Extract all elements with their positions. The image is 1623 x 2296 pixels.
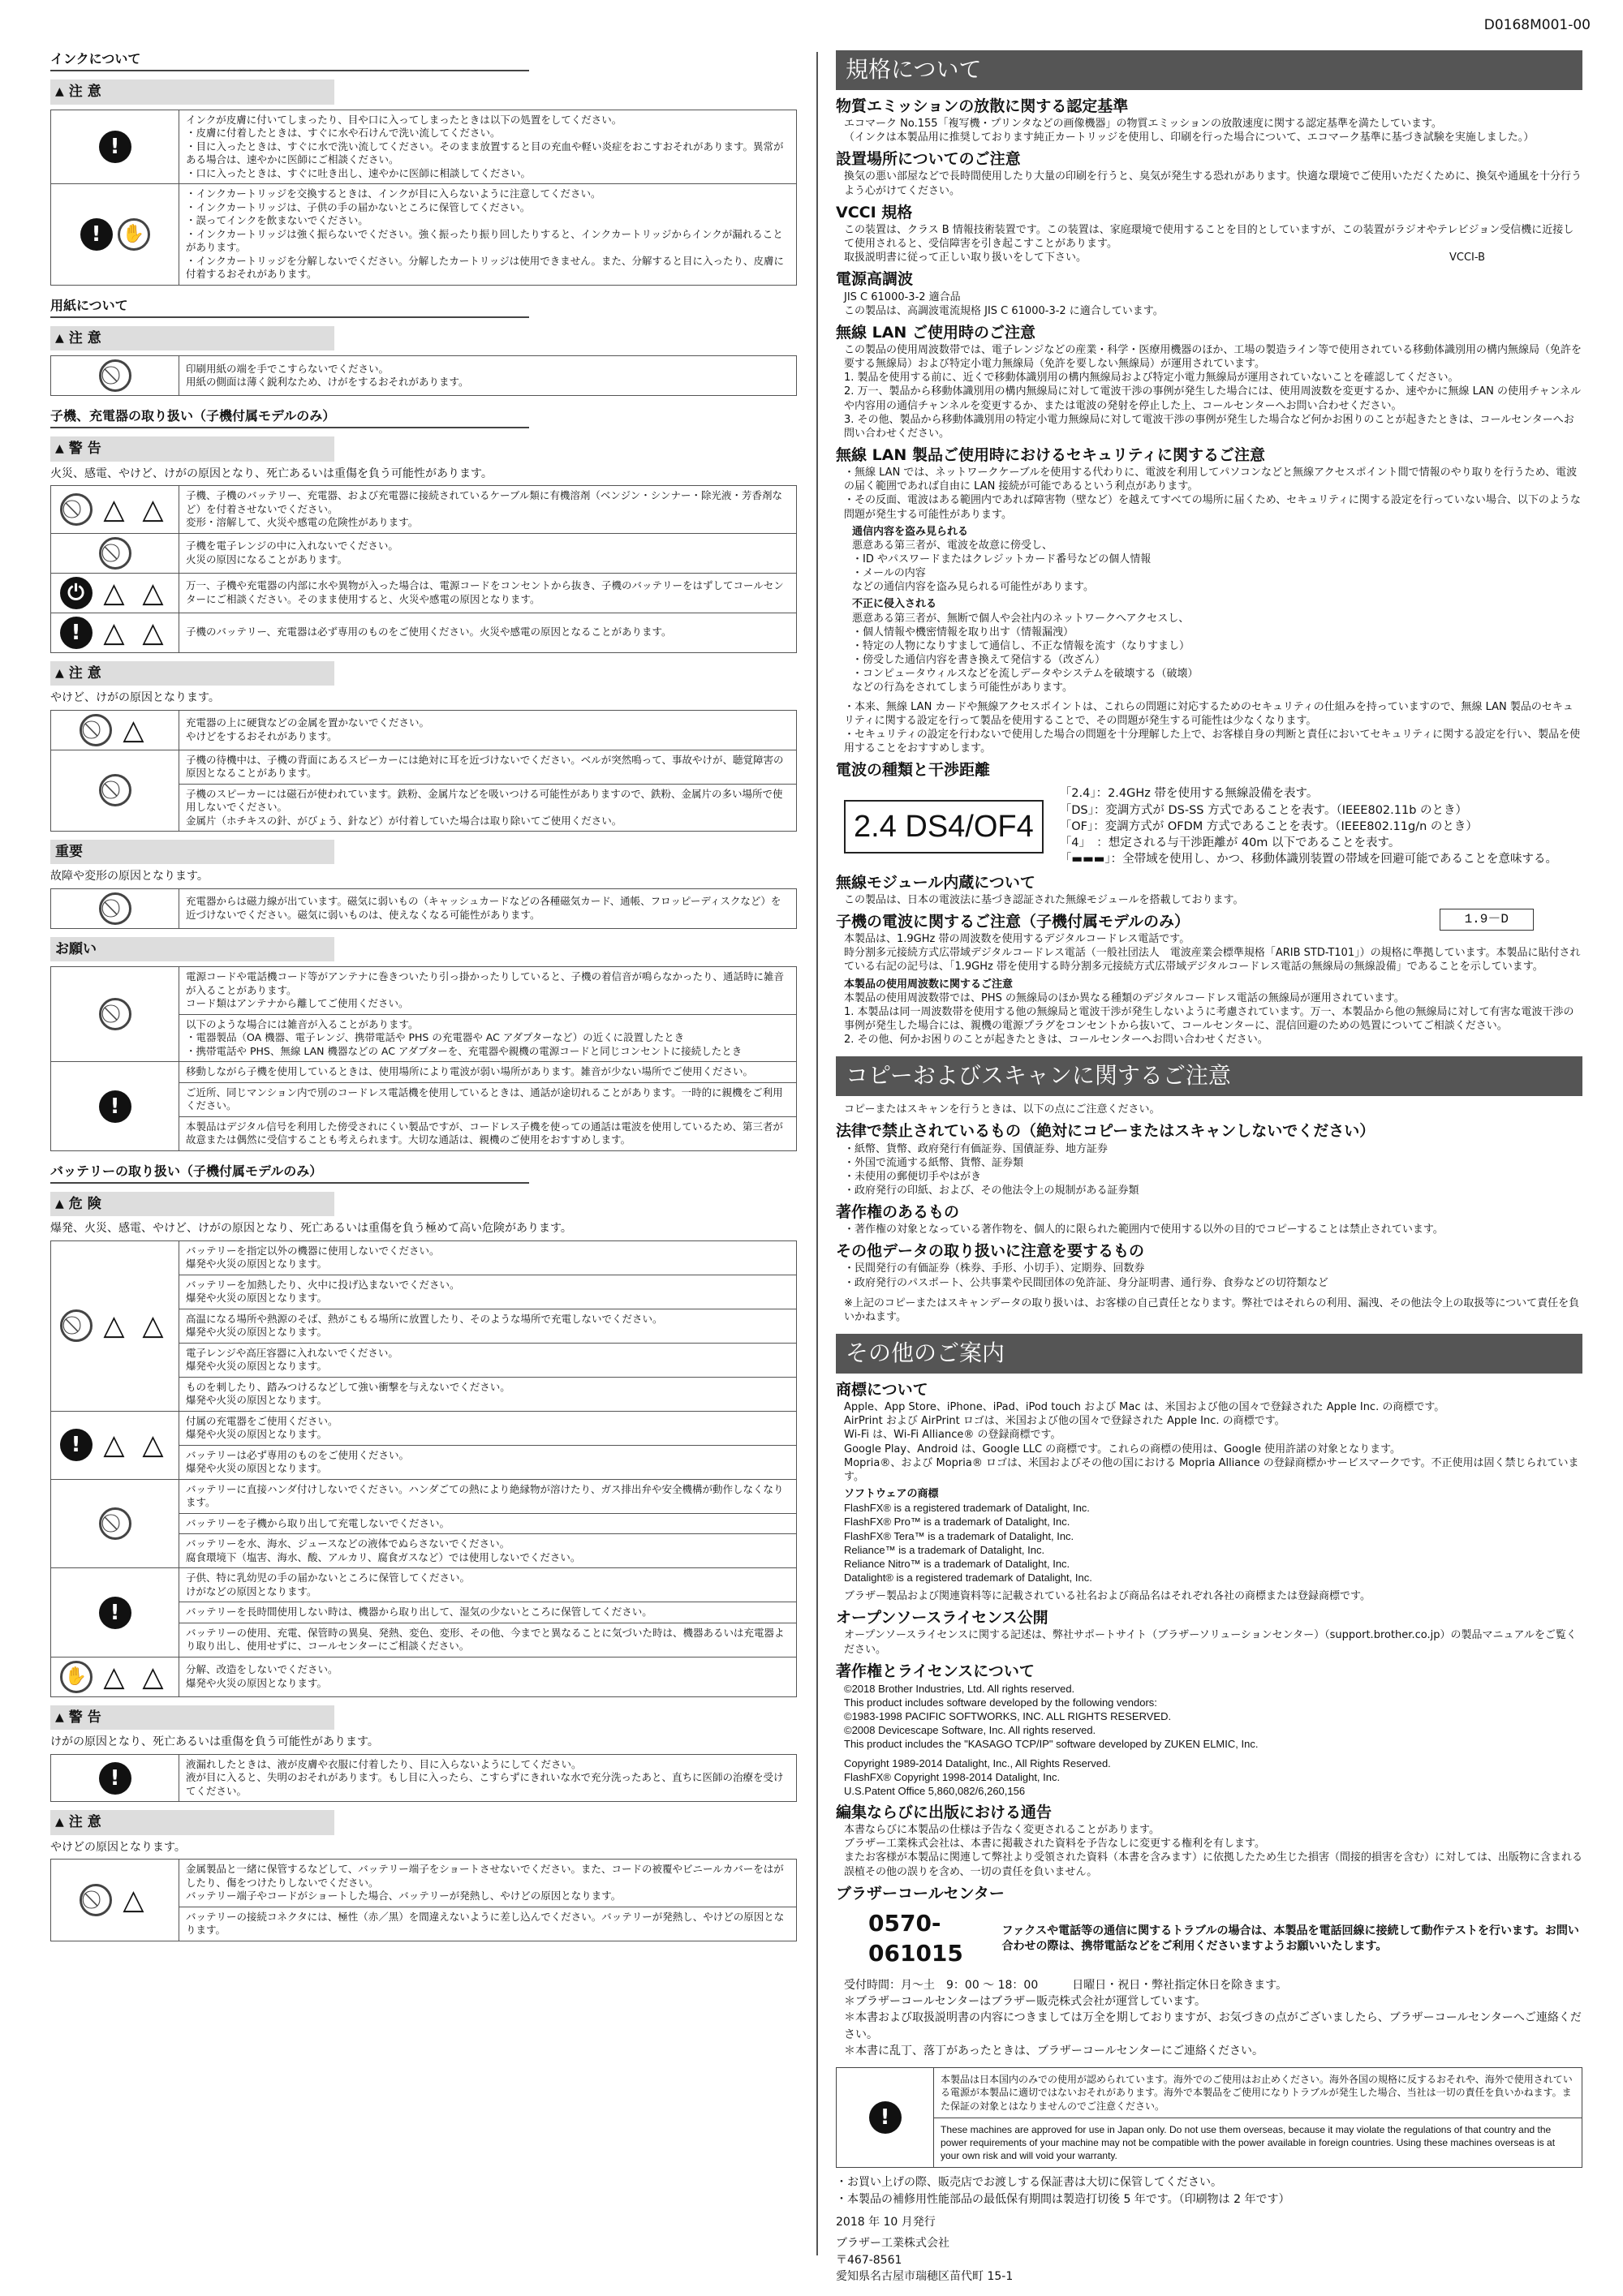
emission-text: エコマーク No.155「複写機・プリンタなどの画像機器」の物質エミッションの放散速度に関する認定基準を満たしています。 （インクは本製品用に推奨しております純正カートリッジを使用し、印刷を行った場合について、エコマーク基準に基づき試験を実施しました。） — [844, 118, 1535, 144]
column-divider — [816, 52, 818, 2255]
battery-danger-row-3: 高温になる場所や熱源のそば、熱がこもる場所に放置したり、そのような場所で充電しないでください。 爆発や火災の原因となります。 — [179, 1309, 797, 1343]
trademark-text: Apple、App Store、iPhone、iPad、iPod touch および Mac は、米国および他の国々で登録された Apple Inc. の商標です。 AirPrint および AirPrint ロゴは、米国および他の国々で登録された Apple Inc. の商標です。 Wi-Fi は、Wi-Fi Alliance® の登録商標です。 Google Play、Android は、Google LLC の商標です。これらの商標の使用は、Google 使用許諾の対象となります。 Mopria®、および Mopria® ロゴは、米国およびその他の国における Mopria Alliance の登録商標かサービスマークです。不正使用は固く禁じられています。 — [844, 1401, 1579, 1483]
important-sub: 故障や変形の原因となります。 — [50, 870, 209, 884]
ink-row-2: ・インクカートリッジを交換するときは、インクが目に入らないように注意してください。 ・インクカートリッジは、子供の手の届かないところに保管してください。 ・誤ってインクを飲まないでください。 ・インクカートリッジは強く振らないでください。強く振ったり振り回したりすると、インクカートリッジからインクが漏れることがあります。 ・インクカートリッジを分解しないでください。分解したカートリッジは使用できません。また、分解すると目に入ったり、皮膚に付着するおそれがあります。 — [179, 184, 797, 286]
battery-danger-row-8: バッテリーに直接ハンダ付けしないでください。ハンダごての熱により絶縁物が溶けたり、ガス排出弁や安全機構が動作しなくなります。 — [179, 1479, 797, 1513]
prohibited-icon — [60, 1309, 93, 1342]
battery-caution-table — [50, 1859, 797, 1941]
paper-title: 用紙について — [50, 297, 529, 318]
security-heading: 無線 LAN 製品ご使用時におけるセキュリティに関するご注意 — [836, 446, 1266, 464]
battery-title: バッテリーの取り扱い（子機付属モデルのみ） — [50, 1163, 529, 1184]
battery-danger-row-7: バッテリーは必ず専用のものをご使用ください。 爆発や火災の原因となります。 — [179, 1445, 797, 1479]
japan-only-ja: 本製品は日本国内のみでの使用が認められています。海外でのご使用はお止めください。海外各国の規格に反するおそれや、海外で使用されている電源が本製品に適切ではないおそれがあります。海外で本製品をご使用になりトラブルが発生した場合、当社は一切の責任を負いかねます。また保証の対象とはなりませんのでご注意ください。 — [941, 2074, 1573, 2112]
band-legend-line: 「▬▬▬」：全帯域を使用し、かつ、移動体識別装置の帯域を回避可能であることを意味する。 — [1059, 853, 1558, 866]
security-text-2: 悪意ある第三者が、無断で個人や会社内のネットワークへアクセスし、 ・個人情報や機密情報を取り出す（情報漏洩） ・特定の人物になりすまして通信し、不正な情報を流す（なりすまし） ・傍受した通信内容を書き換えて発信する（改ざん） ・コンピュータウィルスなどを流しデータやシステムを破壊する（破壊） などの行為をされてしまう可能性があります。 — [852, 612, 1199, 694]
request-table — [50, 966, 797, 1151]
ink-row-1: インクが皮膚に付いてしまったり、目や口に入ってしまったときは以下の処置をしてください。 ・皮膚に付着したときは、すぐに水や石けんで洗い流してください。 ・目に入ったときは、すぐに水で洗い流してください。そのまま放置すると目の充血や軽い炎症をおこすおそれがあります。異常がある場合は、速やかに医師にご相談ください。 ・口に入ったときは、すぐに吐き出し、速やかに医師に相談してください。 — [179, 110, 797, 184]
shock-warning-icon: △ — [142, 576, 164, 609]
prohibited-icon — [99, 359, 131, 392]
request-row-5: 本製品はデジタル信号を利用した傍受されにくい製品ですが、コードレス子機を使っての通話は電波を使用しているため、第三者が故意または偶然に受信することも考えられます。大切な通話は、親機のご使用をおすすめします。 — [179, 1116, 797, 1150]
explosion-warning-icon: △ — [103, 1309, 125, 1343]
document-id: D0168M001-00 — [1483, 17, 1591, 33]
request-row-2: 以下のような場合には雑音が入ることがあります。 ・電器製品（OA 機器、電子レンジ、携帯電話や PHS の充電器や AC アダプターなど）の近くに設置したとき ・携帯電話や PHS、無線 LAN 機器などの AC アダプターを、充電器や親機の電源コードと同じコンセントに接続したとき — [179, 1014, 797, 1062]
handset-warning-sub: 火災、感電、やけど、けがの原因となり、死亡あるいは重傷を負う可能性があります。 — [50, 467, 493, 480]
dect-text-2: 本製品の使用周波数帯では、PHS の無線局のほか異なる種類のデジタルコードレス電話の無線局が運用されています。 1. 本製品は同一周波数帯を使用する他の無線局と電波干渉が発生しないように考慮されています。万一、本製品から他の無線局に対して有害な電波干渉の事例が発生した場合には、親機の電源プラグをコンセントから抜いて、コールセンターに、混信回避のための処置についてご相談ください。 2. その他、何かお困りのことが起きたときは、コールセンターへお問い合わせください。 — [844, 991, 1574, 1047]
wlan-text: この製品の使用周波数帯では、電子レンジなどの産業・科学・医療用機器のほか、工場の製造ライン等で使用されている移動体識別用の構内無線局（免許を要する無線局）および特定小電力無線局（免許を要しない無線局）が運用されています。 1. 製品を使用する前に、近くで移動体識別用の構内無線局および特定小電力無線局が運用されていないことを確認してください。 2. 万一、製品から移動体識別用の構内無線局に対して電波干渉の事例が発生した場合には、使用周波数を変更するか、速やかに無線 LAN の使用チャンネルや内容用の通信チャンネルを変更するか、または電波の発射を停止した上、コールセンターへお問い合わせください。 3. その他、製品から移動体識別用の特定小電力無線局に対して電波干渉の事例が発生した場合など何かお困りのことが起きたときは、コールセンターへお問い合わせください。 — [844, 343, 1582, 440]
place-heading: 設置場所についてのご注意 — [836, 150, 1021, 169]
no-disassemble-icon: ✋ — [118, 218, 150, 251]
band-legend-line: 「DS」：変調方式が DS-SS 方式であることを表す。（IEEE802.11b のとき） — [1059, 803, 1468, 817]
ink-caution-header: ▲ 注 意 — [50, 80, 334, 104]
hours-text: 受付時間：月～土 9：00 ～ 18：00 日曜日・祝日・弊社指定休日を除きます。 ＊ブラザーコールセンターはブラザー販売株式会社が運営しています。 ＊本書および取扱説明書の内容につきましては万全を期しておりますが、お気づきの点がございましたら、ブラザーコールセンターへご連絡ください。 ＊本書に乱丁、落丁があったときは、ブラザーコールセンターにご連絡ください。 — [844, 1978, 1582, 2057]
important-table — [50, 888, 797, 929]
law-heading: 法律で禁止されているもの（絶対にコピーまたはスキャンしないでください） — [836, 1122, 1375, 1141]
copy-title: コピーおよびスキャンに関するご注意 — [836, 1056, 1582, 1096]
battery-danger-row-14: 分解、改造をしないでください。 爆発や火災の原因となります。 — [179, 1657, 797, 1696]
mandatory-icon: ! — [869, 2101, 902, 2134]
module-heading: 無線モジュール内蔵について — [836, 873, 1035, 892]
fire-warning-icon: △ — [103, 616, 125, 649]
handset-caution-header: ▲ 注 意 — [50, 661, 334, 686]
edit-text: 本書ならびに本製品の仕様は予告なく変更されることがあります。 ブラザー工業株式会社は、本書に掲載された資料を予告なしに変更する権利を有します。 またお客様が本製品に関連して弊社より受領された資料（本書を含みます）に依拠したため生じた損害（間接的損害を含む）に対しては、出版物に含まれる誤植その他の誤りを含め、一切の責任を負いません。 — [844, 1824, 1583, 1878]
other-data-text: ・民間発行の有価証券（株券、手形、小切手）、定期券、回数券 ・政府発行のパスポート、公共事業や民間団体の免許証、身分証明書、通行券、食券などの切符類など — [844, 1262, 1328, 1289]
module-text: この製品は、日本の電波法に基づき認証された無線モジュールを搭載しております。 — [844, 893, 1244, 906]
license-text: ©2018 Brother Industries, Ltd. All rights reserved. This product includes software developed by the following vendors: ©1983-1998 PACIFIC SOFTWORKS, INC. ALL RIGHTS RESERVED. ©2008 Devicescape Software, Inc. All rights reserved. This product includes the "KASAGO TCP/IP" software developed by ZUKEN ELMIC, Inc. — [844, 1682, 1259, 1751]
handset-caution-table — [50, 710, 797, 832]
band-label: 2.4 DS4/OF4 — [844, 800, 1044, 853]
fire-warning-icon: △ — [142, 1660, 164, 1693]
battery-danger-sub: 爆発、火災、感電、やけど、けがの原因となり、死亡あるいは重傷を負う極めて高い危険があります。 — [50, 1222, 572, 1236]
band-legend-line: 「2.4」：2.4GHz 帯を使用する無線設備を表す。 — [1059, 787, 1319, 801]
dect-heading-row — [836, 907, 1582, 932]
warning-triangle-icon: ▲ — [55, 85, 64, 99]
battery-danger-table — [50, 1240, 797, 1697]
handset-warning-row-1: 子機、子機のバッテリー、充電器、および充電器に接続されているケーブル類に有機溶剤（ベンジン・シンナー・除光液・芳香剤など）を付着させないでください。 変形・溶解して、火災や感電の危険性があります。 — [179, 486, 797, 534]
dect-code: 1.9－D — [1440, 909, 1534, 931]
handset-warning-header: ▲ 警 告 — [50, 436, 334, 461]
battery-danger-row-10: バッテリーを水、海水、ジュースなどの液体でぬらさないでください。 腐食環境下（塩害、海水、酸、アルカリ、腐食ガスなど）では使用しないでください。 — [179, 1534, 797, 1568]
security-text-3: ・本来、無線 LAN カードや無線アクセスポイントは、これらの問題に対応するためのセキュリティの仕組みを持っていますので、無線 LAN 製品のセキュリティに関する設定を行って製品を使用することで、その問題が発生する可能性は少なくなります。 ・セキュリティの設定を行わないで使用した場合の問題を十分理解した上で、お客様自身の判断と責任においてセキュリティに関する設定を行い、製品を使用することをおすすめします。 — [844, 700, 1581, 755]
mandatory-icon: ! — [60, 1429, 93, 1461]
warning-triangle-icon: ▲ — [55, 666, 64, 680]
copyright-heading: 著作権のあるもの — [836, 1203, 960, 1222]
fire-warning-icon: △ — [103, 492, 125, 526]
wlan-heading: 無線 LAN ご使用時のご注意 — [836, 323, 1035, 342]
handset-caution-sub: やけど、けがの原因となります。 — [50, 691, 220, 705]
warning-triangle-icon: ▲ — [55, 1710, 64, 1724]
band-legend-line: 「OF」：変調方式が OFDM 方式であることを表す。（IEEE802.11g/n のとき） — [1059, 819, 1478, 833]
battery-danger-row-13: バッテリーの使用、充電、保管時の異臭、発熱、変色、変形、その他、今までと異なることに気づいた時は、機器あるいは充電器より取り出し、使用せずに、コールセンターにご相談ください。 — [179, 1623, 797, 1657]
law-text: ・紙幣、貨幣、政府発行有価証券、国債証券、地方証券 ・外国で流通する紙幣、貨幣、証券類 ・未使用の郵便切手やはがき ・政府発行の印紙、および、その他法令上の規制がある証券類 — [844, 1142, 1139, 1197]
important-row-1: 充電器からは磁力線が出ています。磁気に弱いもの（キャッシュカードなどの各種磁気カード、通帳、フロッピーディスクなど）を近づけないでください。磁気に弱いものは、使えなくなる可能性があります。 — [179, 888, 797, 928]
shock-warning-icon: △ — [142, 616, 164, 649]
mandatory-icon: ! — [99, 1597, 131, 1629]
band-block — [844, 785, 1582, 867]
handset-title: 子機、充電器の取り扱い（子機付属モデルのみ） — [50, 407, 529, 428]
battery-danger-row-2: バッテリーを加熱したり、火中に投げ込まないでください。 爆発や火災の原因となります。 — [179, 1275, 797, 1309]
emission-heading: 物質エミッションの放散に関する認定基準 — [836, 97, 1129, 115]
fire-warning-icon: △ — [103, 576, 125, 609]
handset-caution-row-2: 子機の待機中は、子機の背面にあるスピーカーには絶対に耳を近づけないでください。ベルが突然鳴って、事故やけが、聴覚障害の原因となることがあります。 — [179, 750, 797, 784]
place-text: 換気の悪い部屋などで長時間使用したり大量の印刷を行うと、臭気が発生する恐れがあります。快適な環境でご使用いただくために、換気や通風を十分行うよう心がけてください。 — [844, 170, 1582, 197]
copy-intro: コピーまたはスキャンを行うときは、以下の点にご注意ください。 — [844, 1103, 1160, 1116]
prohibited-icon — [99, 1507, 131, 1540]
handset-warning-row-2: 子機を電子レンジの中に入れないでください。 火災の原因になることがあります。 — [179, 533, 797, 573]
dect-sub: 本製品の使用周波数に関するご注意 — [844, 978, 1014, 991]
important-header: 重要 — [50, 840, 334, 864]
battery-warning-row-1: 液漏れしたときは、液が皮膚や衣服に付着したり、目に入らないようにしてください。 液が目に入ると、失明のおそれがあります。もし目に入ったら、こすらずにきれいな水で充分洗ったあと、直ちに医師の治療を受けてください。 — [179, 1754, 797, 1802]
battery-danger-row-9: バッテリーを子機から取り出して充電しないでください。 — [179, 1513, 797, 1534]
fire-warning-icon: △ — [142, 1309, 164, 1343]
battery-warning-sub: けがの原因となり、死亡あるいは重傷を負う可能性があります。 — [50, 1735, 379, 1749]
battery-danger-row-4: 電子レンジや高圧容器に入れないでください。 爆発や火災の原因となります。 — [179, 1343, 797, 1377]
warning-triangle-icon: ▲ — [55, 331, 64, 345]
explosion-warning-icon: △ — [103, 1429, 125, 1462]
issue-date: 2018 年 10 月発行 — [836, 2215, 936, 2229]
software-tm-text: FlashFX® is a registered trademark of Datalight, Inc. FlashFX® Pro™ is a trademark of Datalight, Inc. FlashFX® Tera™ is a trademark of Datalight, Inc. Reliance™ is a trademark of Datalight, Inc. Reliance Nitro™ is a trademark of Datalight, Inc. Datalight® is a registered trademark of Datalight, Inc. — [844, 1502, 1092, 1584]
no-disassemble-icon: ✋ — [60, 1661, 93, 1693]
security-text-1: 悪意ある第三者が、電波を故意に傍受し、 ・ID やパスワードまたはクレジットカード番号などの個人情報 ・メールの内容 などの通信内容を盗み見られる可能性があります。 — [852, 539, 1152, 594]
spec-title: 規格について — [836, 50, 1582, 90]
prohibited-icon — [99, 892, 131, 925]
dect-text: 本製品は、1.9GHz 帯の周波数を使用するデジタルコードレス電話です。 時分割多元接続方式広帯域デジタルコードレス電話（一般社団法人 電波産業会標準規格「ARIB STD-T101」）の規格に準拠しています。本製品に貼付されている右記の記号は、「1.9GHz 帯を使用する時分割多元接続方式広帯域デジタルコードレス電話の無線局の無線設備」であることを示しています。 — [844, 933, 1581, 974]
explosion-warning-icon: △ — [103, 1660, 125, 1693]
security-text: ・無線 LAN では、ネットワークケーブルを使用する代わりに、電波を利用してパソコンなどと無線アクセスポイント間で情報のやり取りを行うため、電波の届く範囲であれば自由に LAN 接続が可能であるという利点があります。 ・その反面、電波はある範囲内であれば障害物（壁など）を越えてすべての場所に届くため、セキュリティに関する設定を行っていない場合、以下のような問題が発生する可能性があります。 — [844, 467, 1581, 521]
mandatory-icon: ! — [60, 617, 93, 649]
warning-triangle-icon: ▲ — [55, 442, 64, 456]
battery-caution-header: ▲ 注 意 — [50, 1810, 334, 1834]
prohibited-icon — [99, 774, 131, 806]
dect-heading: 子機の電波に関するご注意（子機付属モデルのみ） — [836, 913, 1190, 931]
prohibited-icon — [99, 537, 131, 570]
warning-triangle-icon: ▲ — [55, 1197, 64, 1210]
ink-title: インクについて — [50, 50, 529, 71]
company-address: ブラザー工業株式会社 〒467-8561 愛知県名古屋市瑞穂区苗代町 15-1 — [836, 2237, 1014, 2283]
left-column — [50, 50, 797, 1945]
edit-heading: 編集ならびに出版における通告 — [836, 1804, 1053, 1822]
band-legend — [1060, 785, 1557, 867]
ink-caution-table — [50, 110, 797, 286]
vcci-text: この装置は、クラス B 情報技術装置です。この装置は、家庭環境で使用することを目的としていますが、この装置がラジオやテレビジョン受信機に近接して使用されると、受信障害を引き起こすことがあります。 取扱説明書に従って正しい取り扱いをして下さい。 — [844, 223, 1574, 264]
software-tm-note: ブラザー製品および関連資料等に記載されている社名および商品名はそれぞれ各社の商標または登録商標です。 — [844, 1590, 1371, 1603]
handset-warning-row-4: 子機のバッテリー、充電器は必ず専用のものをご使用ください。火災や感電の原因となることがあります。 — [179, 613, 797, 652]
prohibited-icon — [60, 493, 93, 526]
right-column — [836, 50, 1582, 2285]
other-title: その他のご案内 — [836, 1334, 1582, 1374]
copyright-text: ・著作権の対象となっている著作物を、個人的に限られた範囲内で使用する以外の目的でコピーすることは禁止されています。 — [844, 1223, 1444, 1236]
request-row-4: ご近所、同じマンション内で別のコードレス電話機を使用しているときは、通話が途切れることがあります。一時的に親機をご利用ください。 — [179, 1082, 797, 1116]
call-heading: ブラザーコールセンター — [836, 1884, 1005, 1903]
request-row-1: 電源コードや電話機コード等がアンテナに巻きついたり引っ掛かったりしていると、子機の着信音が鳴らなかったり、通話時に雑音が入ることがあります。 コード類はアンテナから離してご使用ください。 — [179, 967, 797, 1015]
paper-caution-header: ▲ 注 意 — [50, 326, 334, 350]
mandatory-icon: ! — [99, 1762, 131, 1795]
request-row-3: 移動しながら子機を使用しているときは、使用場所により電波が弱い場所があります。雑音が少ない場所でご使用ください。 — [179, 1062, 797, 1083]
unplug-icon: ⏻ — [60, 577, 93, 609]
battery-danger-header: ▲ 危 険 — [50, 1192, 334, 1216]
prohibited-icon — [99, 998, 131, 1030]
mandatory-icon: ! — [80, 218, 113, 251]
japan-only-en: These machines are approved for use in Japan only. Do not use them overseas, because it may violate the regulations of that country and the power requirements of your machine may not be compatible with the power available in foreign countries. Using these machines overseas is at your own risk and will void your warranty. — [934, 2118, 1582, 2168]
battery-danger-row-12: バッテリーを長時間使用しない時は、機器から取り出して、湿気の少ないところに保管してください。 — [179, 1602, 797, 1623]
security-sub-1: 通信内容を盗み見られる — [852, 525, 969, 538]
harmonic-text-2: この製品は、高調波電流規格 JIS C 61000-3-2 に適合しています。 — [844, 304, 1164, 317]
call-text: ファクスや電話等の通信に関するトラブルの場合は、本製品を電話回線に接続して動作テストを行います。お問い合わせの際は、携帯電話などをご利用くださいますようお願いいたします。 — [1001, 1924, 1579, 1953]
handset-caution-row-3: 子機のスピーカーには磁石が使われています。鉄粉、金属片などを吸いつける可能性がありますので、鉄粉、金属片の多い場所で使用しないでください。 金属片（ホチキスの針、がびょう、針など）が付着していた場合は取り除いてご使用ください。 — [179, 784, 797, 832]
request-header: お願い — [50, 937, 334, 961]
license-text-2: Copyright 1989-2014 Datalight, Inc., All Rights Reserved. FlashFX® Copyright 1998-2014 Datalight, Inc. U.S.Patent Office 5,860,082/6,260,156 — [844, 1756, 1111, 1797]
prohibited-icon — [80, 714, 112, 746]
battery-caution-row-2: バッテリーの接続コネクタには、極性（赤／黒）を間違えないように差し込んでください。バッテリーが発熱し、やけどの原因となります。 — [179, 1907, 797, 1941]
battery-caution-sub: やけどの原因となります。 — [50, 1840, 186, 1854]
mandatory-icon: ! — [99, 131, 131, 163]
trademark-heading: 商標について — [836, 1381, 928, 1400]
battery-danger-row-1: バッテリーを指定以外の機器に使用しないでください。 爆発や火災の原因となります。 — [179, 1240, 797, 1275]
handset-warning-row-3: 万一、子機や充電器の内部に水や異物が入った場合は、電源コードをコンセントから抜き、子機のバッテリーをはずしてコールセンターにご相談ください。そのまま使用すると、火災や感電の原因となります。 — [179, 573, 797, 613]
vcci-heading: VCCI 規格 — [836, 203, 913, 221]
paper-row-1: 印刷用紙の端を手でこすらないでください。 用紙の側面は薄く鋭利なため、けがをするおそれがあります。 — [179, 356, 797, 396]
harmonic-text-1: JIS C 61000-3-2 適合品 — [844, 290, 961, 303]
fire-warning-icon: △ — [142, 1429, 164, 1462]
battery-danger-row-11: 子供、特に乳幼児の手の届かないところに保管してください。 けがなどの原因となります。 — [179, 1568, 797, 1602]
security-sub-2: 不正に侵入される — [852, 598, 937, 611]
call-row — [836, 1909, 1582, 1969]
other-data-heading: その他データの取り扱いに注意を要するもの — [836, 1242, 1145, 1261]
battery-danger-row-5: ものを刺したり、踏みつけるなどして強い衝撃を与えないでください。 爆発や火災の原因となります。 — [179, 1377, 797, 1411]
copy-note: ※上記のコピーまたはスキャンデータの取り扱いは、お客様の自己責任となります。弊社ではそれらの利用、漏洩、その他法令上の取扱等について責任を負いかねます。 — [844, 1296, 1580, 1323]
shock-warning-icon: △ — [142, 492, 164, 526]
japan-only-notice — [836, 2067, 1582, 2168]
handset-caution-row-1: 充電器の上に硬貨などの金属を置かないでください。 やけどをするおそれがあります。 — [179, 710, 797, 750]
battery-warning-header: ▲ 警 告 — [50, 1705, 334, 1730]
battery-danger-row-6: 付属の充電器をご使用ください。 爆発や火災の原因となります。 — [179, 1411, 797, 1445]
harmonic-heading: 電源高調波 — [836, 270, 914, 289]
call-number: 0570-061015 — [868, 1909, 963, 1967]
battery-warning-table — [50, 1754, 797, 1803]
warning-triangle-icon: ▲ — [55, 1816, 64, 1829]
hot-warning-icon: △ — [123, 1883, 144, 1916]
band-heading: 電波の種類と干渉距離 — [836, 761, 991, 780]
handset-warning-table — [50, 485, 797, 653]
mandatory-icon: ! — [99, 1090, 131, 1123]
vcci-code: VCCI-B — [1449, 252, 1485, 264]
oss-text: オープンソースライセンスに関する記述は、弊社サポートサイト（ブラザーソリューションセンター）（support.brother.co.jp）の製品マニュアルをご覧ください。 — [844, 1629, 1577, 1656]
paper-caution-table — [50, 355, 797, 396]
prohibited-icon — [80, 1884, 112, 1916]
battery-caution-row-1: 金属製品と一緒に保管するなどして、バッテリー端子をショートさせないでください。また、コードの被覆やビニールカバーをはがしたり、傷をつけたりしないでください。 バッテリー端子やコードがショートした場合、バッテリーが発熱し、やけどの原因となります。 — [179, 1860, 797, 1907]
hot-warning-icon: △ — [123, 713, 144, 746]
warranty-text: ・お買い上げの際、販売店でお渡しする保証書は大切に保管してください。 ・本製品の補修用性能部品の最低保有期間は製造打切後 5 年です。（印刷物は 2 年です） — [836, 2176, 1290, 2206]
oss-heading: オープンソースライセンス公開 — [836, 1609, 1048, 1627]
band-legend-line: 「4」 ：想定される与干渉距離が 40m 以下であることを表す。 — [1059, 836, 1401, 850]
software-tm-heading: ソフトウェアの商標 — [844, 1488, 939, 1501]
license-heading: 著作権とライセンスについて — [836, 1662, 1035, 1680]
